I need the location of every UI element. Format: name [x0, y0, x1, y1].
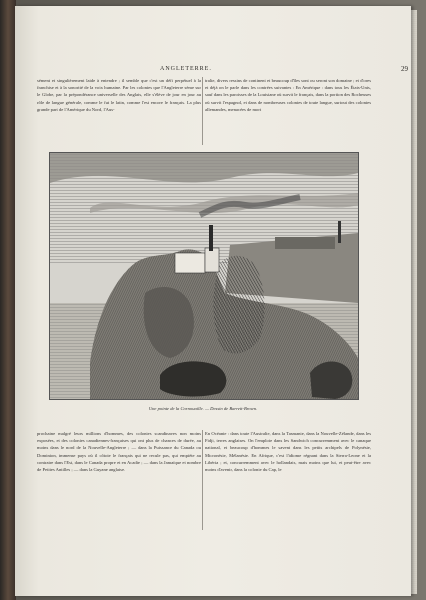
paragraph: En Océanie : dans toute l'Australie, dans la Tasmanie, dans la Nouvelle-Zélande, dans les Fidji, terres anglaises. On l'emploie dans les Sandwich concurremment avec le canaque national, et beaucoup d'hommes le savent dans les petits archipels de Polynésie, Micronésie, Mélanésie. En Afrique, c'est l'idiome régnant dans la Sierra-Leone et la Libéria ; et, concurremment avec le hollandais, mais moins que lui, et peut-être avec moins d'avenir, dans la colonie du Cap, le: [205, 431, 371, 473]
column-bottom-left: [37, 430, 201, 473]
mine-chimney: [209, 225, 213, 251]
engine-house: [175, 253, 205, 273]
foreground-boulder: [160, 361, 226, 396]
engine-house-annex: [205, 248, 219, 272]
foreground-rock-right: [310, 361, 352, 399]
column-top-right: [205, 77, 371, 113]
page-edges: [411, 10, 417, 594]
paragraph: sément et singulièrement laide à entendre ; il semble que c'est un défi perpétuel à la franchise et à la sonorité de la voix humaine. Par les colonies que l'Angleterre sème sur le Globe, par la prépondérance universelle des Anglais, elle s'élève de jour en jour au rôle de langue générale, comme le fut le latin, comme l'est encore le français. La plus grande part de l'Amérique du Nord, l'Aus-: [37, 78, 201, 112]
engraving-illustration: [49, 152, 359, 400]
figure-caption: Une pointe de la Cornouaille. — Dessin de Barrett-Brown.: [148, 406, 258, 411]
paragraph: tralie, divers ressins de continent et beaucoup d'îles sont ou seront son domaine ; et d'ores et déjà on le parle dans les contrées suivantes : En Amérique : dans tous les États-Unis, sauf dans les paroisses de la Louisiane où survit le français, dans la portion des Rocheuses où survit l'espagnol, et dans de nombreuses colonies de toute langue, surtout des colonies allemandes, menacées de mort: [205, 78, 371, 112]
column-bottom-right: [205, 430, 371, 473]
dark-rock-pillar: [213, 256, 264, 354]
distant-buildings: [275, 237, 335, 249]
paragraph: prochaine malgré leurs millions d'hommes, des colonies scandinaves non moins exposées, et des colonies canadiennes-françaises qui ont plus de chances de durée, au moins dans le nord de la Nouvelle-Angleterre ; — dans la Puissance du Canada ou Dominion, immense pays où il côtoie le français qui ne recule pas, qui empiète au contraire dans l'Est, dans le Canada propre et en Acadie ; — dans la Jamaïque et nombre de Petites Antilles ; — dans la Guyane anglaise.: [37, 431, 201, 473]
running-head: ANGLETERRE.: [160, 66, 212, 72]
column-divider: [202, 430, 203, 530]
column-top-left: [37, 77, 201, 113]
distant-chimney: [338, 221, 341, 243]
book-spine: [0, 0, 16, 600]
column-divider: [202, 77, 203, 145]
page-number: 29: [401, 65, 408, 73]
